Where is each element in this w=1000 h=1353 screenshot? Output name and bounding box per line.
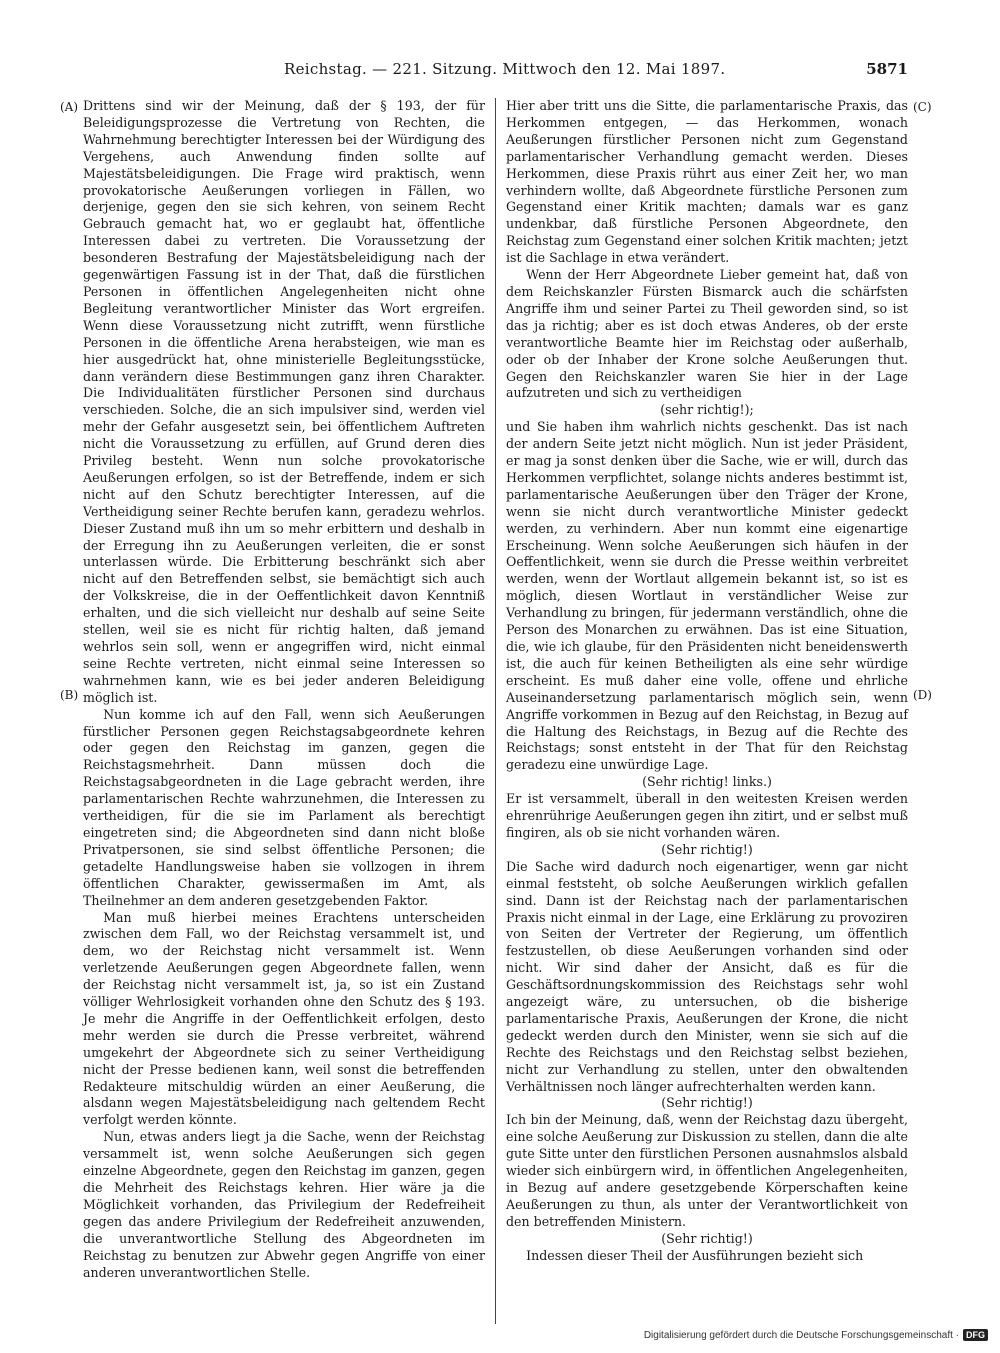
- applause-note: (Sehr richtig! links.): [642, 774, 772, 790]
- column-divider: [495, 98, 496, 1324]
- paragraph: Die Sache wird dadurch noch eigenartiger, wenn gar nicht einmal feststeht, ob solche Aeußerungen wirklich gefallen sind. Dann ist der Reichstag nach der parlamentarischen Praxis nicht einmal in der Lage, eine Erklärung zu provoziren von Seiten der Vertreter der Regierung, um öffentlich festzustellen, ob diese Aeußerungen vorhanden sind oder nicht. Wir sind daher der Ansicht, daß es für die Geschäftsordnungskommission des Reichstags sehr wohl angezeigt wäre, zu untersuchen, ob die bisherige parlamentarische Praxis, Aeußerungen der Krone, die nicht gedeckt werden durch den Minister, wenn sie sich auf die Rechte des Reichstags und den Reichstag selbst beziehen, nicht zur Verhandlung zu stellen, unter den obwaltenden Verhältnissen noch länger aufrechterhalten werden kann.: [506, 858, 908, 1094]
- right-column: [506, 98, 908, 1265]
- page-number: 5871: [866, 60, 908, 78]
- paragraph: Er ist versammelt, überall in den weitesten Kreisen werden ehrenrührige Aeußerungen gegen ihn zitirt, und er selbst muß fingiren, als ob sie nicht vorhanden wären.: [506, 791, 908, 840]
- paragraph: Man muß hierbei meines Erachtens unterscheiden zwischen dem Fall, wo der Reichstag versammelt ist, und dem, wo der Reichstag nicht versammelt ist. Wenn verletzende Aeußerungen gegen Abgeordnete fallen, wenn der Reichstag nicht versammelt ist, ja, so ist ein Zustand völliger Wehrlosigkeit vorhanden ohne den Schutz des § 193. Je mehr die Angriffe in der Oeffentlichkeit erfolgen, desto mehr werden sie durch die Presse verbreitet, während umgekehrt der Abgeordnete sich zu seiner Vertheidigung nicht der Presse bedienen kann, weil sonst die betreffenden Redakteure mitschuldig würden an einer Aeußerung, die alsdann wegen Majestätsbeleidigung nach geltendem Recht verfolgt werden könnte.: [83, 909, 485, 1128]
- applause-note: (Sehr richtig!): [661, 841, 753, 857]
- paragraph: Drittens sind wir der Meinung, daß der § 193, der für Beleidigungsprozesse die Vertretung von Rechten, die Wahrnehmung berechtigter Interessen bei der Würdigung des Vergehens, auch Anwendung finden sollte auf Majestätsbeleidigungen. Die Frage wird praktisch, wenn provokatorische Aeußerungen vorliegen in Fällen, wo derjenige, gegen den sie sich kehren, von seinem Recht Gebrauch gemacht hat, wo er geglaubt hat, öffentliche Interessen dabei zu vertreten. Die Voraussetzung der besonderen Bestrafung der Majestätsbeleidigung nach der gegenwärtigen Fassung ist in der That, daß die fürstlichen Personen in öffentlichen Angelegenheiten nicht ohne Begleitung verantwortlicher Minister das Wort ergreifen. Wenn diese Voraussetzung nicht zutrifft, wenn fürstliche Personen in die öffentliche Arena herabsteigen, wie man es hier ausgedrückt hat, ohne ministerielle Begleitungsstücke, dann verändern diese Bestimmungen ganz ihren Charakter. Die Individualitäten fürstlicher Personen sind durchaus verschieden. Solche, die an sich impulsiver sind, werden viel mehr der Gefahr ausgesetzt sein, bei öffentlichem Auftreten nicht die Voraussetzung zu erfüllen, auf Grund deren dies Privileg besteht. Wenn nun solche provokatorische Aeußerungen erfolgen, so ist der Betreffende, indem er sich nicht auf den Schutz berechtigter Interessen, auf die Vertheidigung seiner Rechte berufen kann, geradezu wehrlos. Dieser Zustand muß ihn um so mehr erbittern und deshalb in der Erregung ihn zu Aeußerungen verleiten, die er sonst unterlassen würde. Die Erbitterung beschränkt sich aber nicht auf den Betreffenden selbst, sie bemächtigt sich auch der Volkskreise, die in der Oeffentlichkeit davon Kenntniß erhalten, und die sich vielleicht nur deshalb auf seine Seite stellen, weil sie es nicht für richtig halten, daß jemand wehrlos sein soll, wenn er angegriffen wird, nicht einmal seine Rechte vertreten, nicht einmal seine Interessen so wahrnehmen kann, wie es bei jeder anderen Beleidigung möglich ist.: [83, 98, 485, 705]
- paragraph: Indessen dieser Theil der Ausführungen bezieht sich: [526, 1247, 864, 1263]
- page-header: [84, 56, 908, 82]
- paragraph: Nun, etwas anders liegt ja die Sache, wenn der Reichstag versammelt ist, wenn solche Aeußerungen sich gegen einzelne Abgeordnete, gegen den Reichstag im ganzen, gegen die Mehrheit des Reichstags kehren. Hier wäre ja die Möglichkeit vorhanden, das Privilegium der Redefreiheit gegen das andere Privilegium der Redefreiheit anzuwenden, die unverantwortliche Stellung des Abgeordneten im Reichstag zu benutzen zur Abwehr gegen Angriffe von einer anderen unverantwortlichen Stelle.: [83, 1129, 485, 1280]
- left-column: [83, 98, 485, 1281]
- margin-marker-c: (C): [913, 100, 932, 114]
- applause-note: (sehr richtig!);: [660, 402, 754, 418]
- margin-marker-d: (D): [913, 688, 932, 702]
- margin-marker-a: (A): [60, 100, 79, 114]
- paragraph: Nun komme ich auf den Fall, wenn sich Aeußerungen fürstlicher Personen gegen Reichstagsabgeordnete kehren oder gegen den Reichstag im ganzen, gegen die Reichstagsmehrheit. Dann müssen doch die Reichstagsabgeordneten in die Lage gebracht werden, ihre parlamentarischen Rechte wahrzunehmen, die Interessen zu vertheidigen, für die sie im Parlament als berechtigt eingetreten sind; die Abgeordneten sind dann nicht bloße Privatpersonen, sie sind selbst öffentliche Personen; die getadelte Handlungsweise haben sie vollzogen in ihrem öffentlichen Charakter, gewissermaßen im Amt, als Theilnehmer an dem anderen gesetzgebenden Faktor.: [83, 706, 485, 908]
- applause-note: (Sehr richtig!): [661, 1095, 753, 1111]
- paragraph: Hier aber tritt uns die Sitte, die parlamentarische Praxis, das Herkommen entgegen, — das Herkommen, wonach Aeußerungen fürstlicher Personen nicht zum Gegenstand parlamentarischer Verhandlung gemacht werden. Dieses Herkommen, diese Praxis rührt aus einer Zeit her, wo man verhindern wollte, daß Abgeordnete fürstliche Personen zum Gegenstand einer Kritik machten; damals war es ganz undenkbar, daß fürstliche Personen Abgeordnete, den Reichstag zum Gegenstand einer solchen Kritik machten; jetzt ist die Sachlage in etwa verändert.: [506, 98, 908, 266]
- paragraph: Ich bin der Meinung, daß, wenn der Reichstag dazu übergeht, eine solche Aeußerung zur Diskussion zu stellen, dann die alte gute Sitte unter den fürstlichen Personen ausnahmslos alsbald wieder sich einbürgern wird, in öffentlichen Angelegenheiten, in Bezug auf andere gesetzgebende Körperschaften keine Aeußerungen zu thun, als unter der Verantwortlichkeit von den betreffenden Ministern.: [506, 1112, 908, 1229]
- paragraph: Wenn der Herr Abgeordnete Lieber gemeint hat, daß von dem Reichskanzler Fürsten Bismarck auch die schärfsten Angriffe ihm und seiner Partei zu Theil geworden sind, so ist das ja richtig; aber es ist doch etwas Anderes, ob der erste verantwortliche Beamte hier im Reichstag oder außerhalb, oder ob der Inhaber der Krone solche Aeußerungen thut. Gegen den Reichskanzler waren Sie hier in der Lage aufzutreten und sich zu vertheidigen: [506, 267, 908, 401]
- credit-text: Digitalisierung gefördert durch die Deutsche Forschungsgemeinschaft ·: [643, 1329, 959, 1341]
- digitization-credit: [644, 1329, 988, 1341]
- dfg-logo-icon: DFG: [963, 1329, 988, 1341]
- applause-note: (Sehr richtig!): [661, 1230, 753, 1246]
- paragraph: und Sie haben ihm wahrlich nichts geschenkt. Das ist nach der andern Seite jetzt nicht möglich. Nun ist jeder Präsident, er mag ja sonst denken über die Sache, wie er will, durch das Herkommen verpflichtet, solange nichts anderes bestimmt ist, parlamentarische Aeußerungen über den Träger der Krone, wenn sie nicht durch verantwortliche Minister gedeckt werden, zu verhindern. Aber nun kommt eine eigenartige Erscheinung. Wenn solche Aeußerungen sich häufen in der Oeffentlichkeit, wenn sie durch die Presse weithin verbreitet werden, wenn der Wortlaut allgemein bekannt ist, so ist es möglich, diesen Wortlaut in verständlicher Weise zur Verhandlung zu bringen, für jedermann verständlich, ohne die Person des Monarchen zu erwähnen. Das ist eine Situation, die, wie ich glaube, für den Präsidenten nicht beneidenswerth ist, die auch für keinen Betheiligten als eine sehr würdige erscheint. Es muß daher eine volle, offene und ehrliche Auseinandersetzung parlamentarisch möglich sein, wenn Angriffe vorkommen in Bezug auf den Reichstag, in Bezug auf die Haltung des Reichstags, in Bezug auf die Rechte des Reichstags; sonst entsteht in der That für den Reichstag geradezu eine unwürdige Lage.: [506, 419, 908, 773]
- margin-marker-b: (B): [60, 688, 79, 702]
- running-title: Reichstag. — 221. Sitzung. Mittwoch den 12. Mai 1897.: [284, 60, 726, 78]
